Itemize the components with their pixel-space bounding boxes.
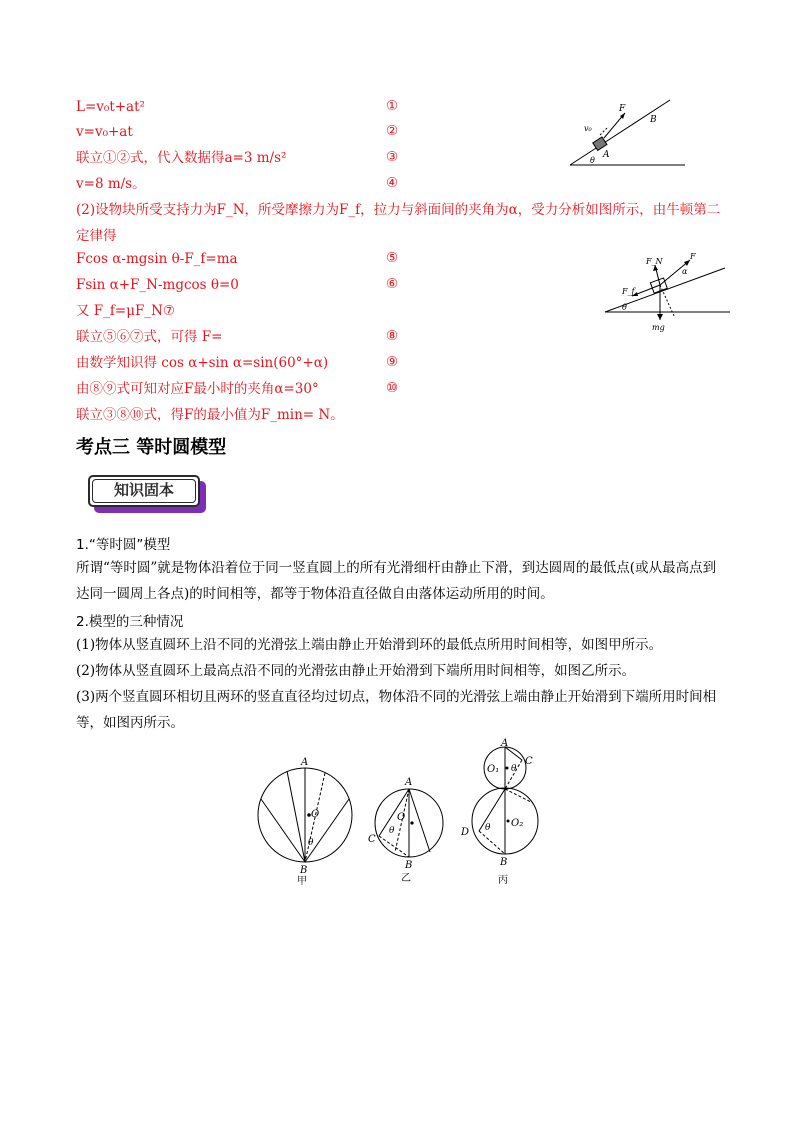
equation-6: Fsin α+F_N-mgcos θ=0 — [76, 277, 239, 293]
caption-bing: 丙 — [498, 875, 508, 886]
fig2-label-fn: F_N — [646, 257, 663, 266]
fig1-label-a: A — [603, 150, 610, 160]
part2-intro: (2)设物块所受支持力为F_N，所受摩擦力为F_f，拉力与斜面间的夹角为α，受力分析如图所示，由牛顿第二定律得 — [76, 202, 721, 244]
equation-mark-6: ⑥ — [386, 276, 399, 292]
force-analysis-figure — [600, 250, 735, 335]
bing-label-d: D — [461, 827, 470, 838]
equation-mark-9: ⑨ — [386, 354, 399, 370]
equation-conclusion: 联立③⑧⑩式，得F的最小值为F_min= N。 — [76, 407, 344, 423]
case-3: (3)两个竖直圆环相切且两环的竖直直径均过切点，物体沿不同的光滑弦上端由静止开始滑到下端所用时间相等，如图丙所示。 — [76, 689, 717, 731]
fig2-label-mg: mg — [652, 323, 665, 332]
fig2-label-ff: F_f — [622, 287, 635, 296]
fig1-label-f: F — [619, 104, 626, 114]
jia-label-b: B — [300, 865, 308, 876]
yi-label-a: A — [405, 777, 413, 788]
yi-label-b: B — [405, 860, 413, 871]
equation-7: 又 F_f=μF_N⑦ — [76, 303, 176, 319]
equation-mark-8: ⑧ — [386, 328, 399, 344]
incline-figure-1 — [560, 95, 690, 175]
jia-label-theta: θ — [308, 838, 314, 848]
bing-label-c: C — [525, 756, 533, 767]
fig1-label-b: B — [650, 115, 657, 125]
fig2-label-theta: θ — [622, 303, 627, 312]
case-1: (1)物体从竖直圆环上沿不同的光滑弦上端由静止开始滑到环的最低点所用时间相等，如图甲所示。 — [76, 637, 663, 653]
equation-4: v=8 m/s。 — [76, 176, 146, 192]
equation-mark-5: ⑤ — [386, 250, 399, 266]
equation-mark-1: ① — [386, 98, 399, 114]
knowledge-banner — [88, 475, 206, 513]
circle-figure-yi — [362, 770, 462, 885]
banner-label: 知识固本 — [92, 479, 196, 503]
yi-label-o: O — [397, 812, 406, 823]
caption-jia: 甲 — [297, 876, 307, 885]
equation-9: 由数学知识得 cos α+sin α=sin(60°+α) — [76, 355, 329, 371]
circle-figure-bing — [455, 738, 555, 888]
yi-label-theta: θ — [389, 826, 395, 836]
equation-mark-3: ③ — [386, 149, 399, 165]
equation-5: Fcos α-mgsin θ-F_f=ma — [76, 251, 238, 267]
bing-label-o2: O₂ — [511, 818, 524, 829]
bing-label-a: A — [501, 738, 509, 749]
equation-mark-4: ④ — [386, 175, 399, 191]
jia-label-o: O — [311, 809, 320, 820]
equation-3: 联立①②式，代入数据得a=3 m/s² — [76, 150, 287, 166]
yi-label-c: C — [368, 834, 376, 845]
item1-text: 所谓“等时圆”就是物体沿着位于同一竖直圆上的所有光滑细杆由静止下滑，到达圆周的最低点(或从最高点到达同一圆周上各点)的时间相等，都等于物体沿直径做自由落体运动所用的时间。 — [76, 560, 717, 602]
equation-1: L=v₀t+at² — [76, 99, 145, 115]
fig1-label-theta: θ — [590, 156, 595, 165]
bing-label-o1: O₁ — [487, 764, 500, 775]
fig2-label-f: F — [690, 252, 696, 261]
item2-title: 2.模型的三种情况 — [76, 614, 184, 630]
section-title: 考点三 等时圆模型 — [76, 437, 227, 458]
fig2-label-alpha: α — [682, 267, 688, 276]
equation-mark-2: ② — [386, 123, 399, 139]
equation-8: 联立⑤⑥⑦式，可得 F= — [76, 329, 223, 345]
jia-label-a: A — [301, 757, 309, 768]
equation-10: 由⑧⑨式可知对应F最小时的夹角α=30° — [76, 381, 319, 397]
fig1-label-v0: v₀ — [584, 124, 592, 133]
circle-figure-jia — [255, 755, 365, 885]
bing-label-theta-top: θ — [511, 764, 517, 774]
caption-yi: 乙 — [401, 873, 411, 884]
equation-2: v=v₀+at — [76, 124, 133, 140]
item1-title: 1.“等时圆”模型 — [76, 537, 171, 553]
case-2: (2)物体从竖直圆环上最高点沿不同的光滑弦由静止开始滑到下端所用时间相等，如图乙所示。 — [76, 663, 636, 679]
equation-mark-10: ⑩ — [386, 380, 399, 396]
bing-label-b: B — [500, 857, 508, 868]
bing-label-theta-bottom: θ — [485, 823, 491, 833]
